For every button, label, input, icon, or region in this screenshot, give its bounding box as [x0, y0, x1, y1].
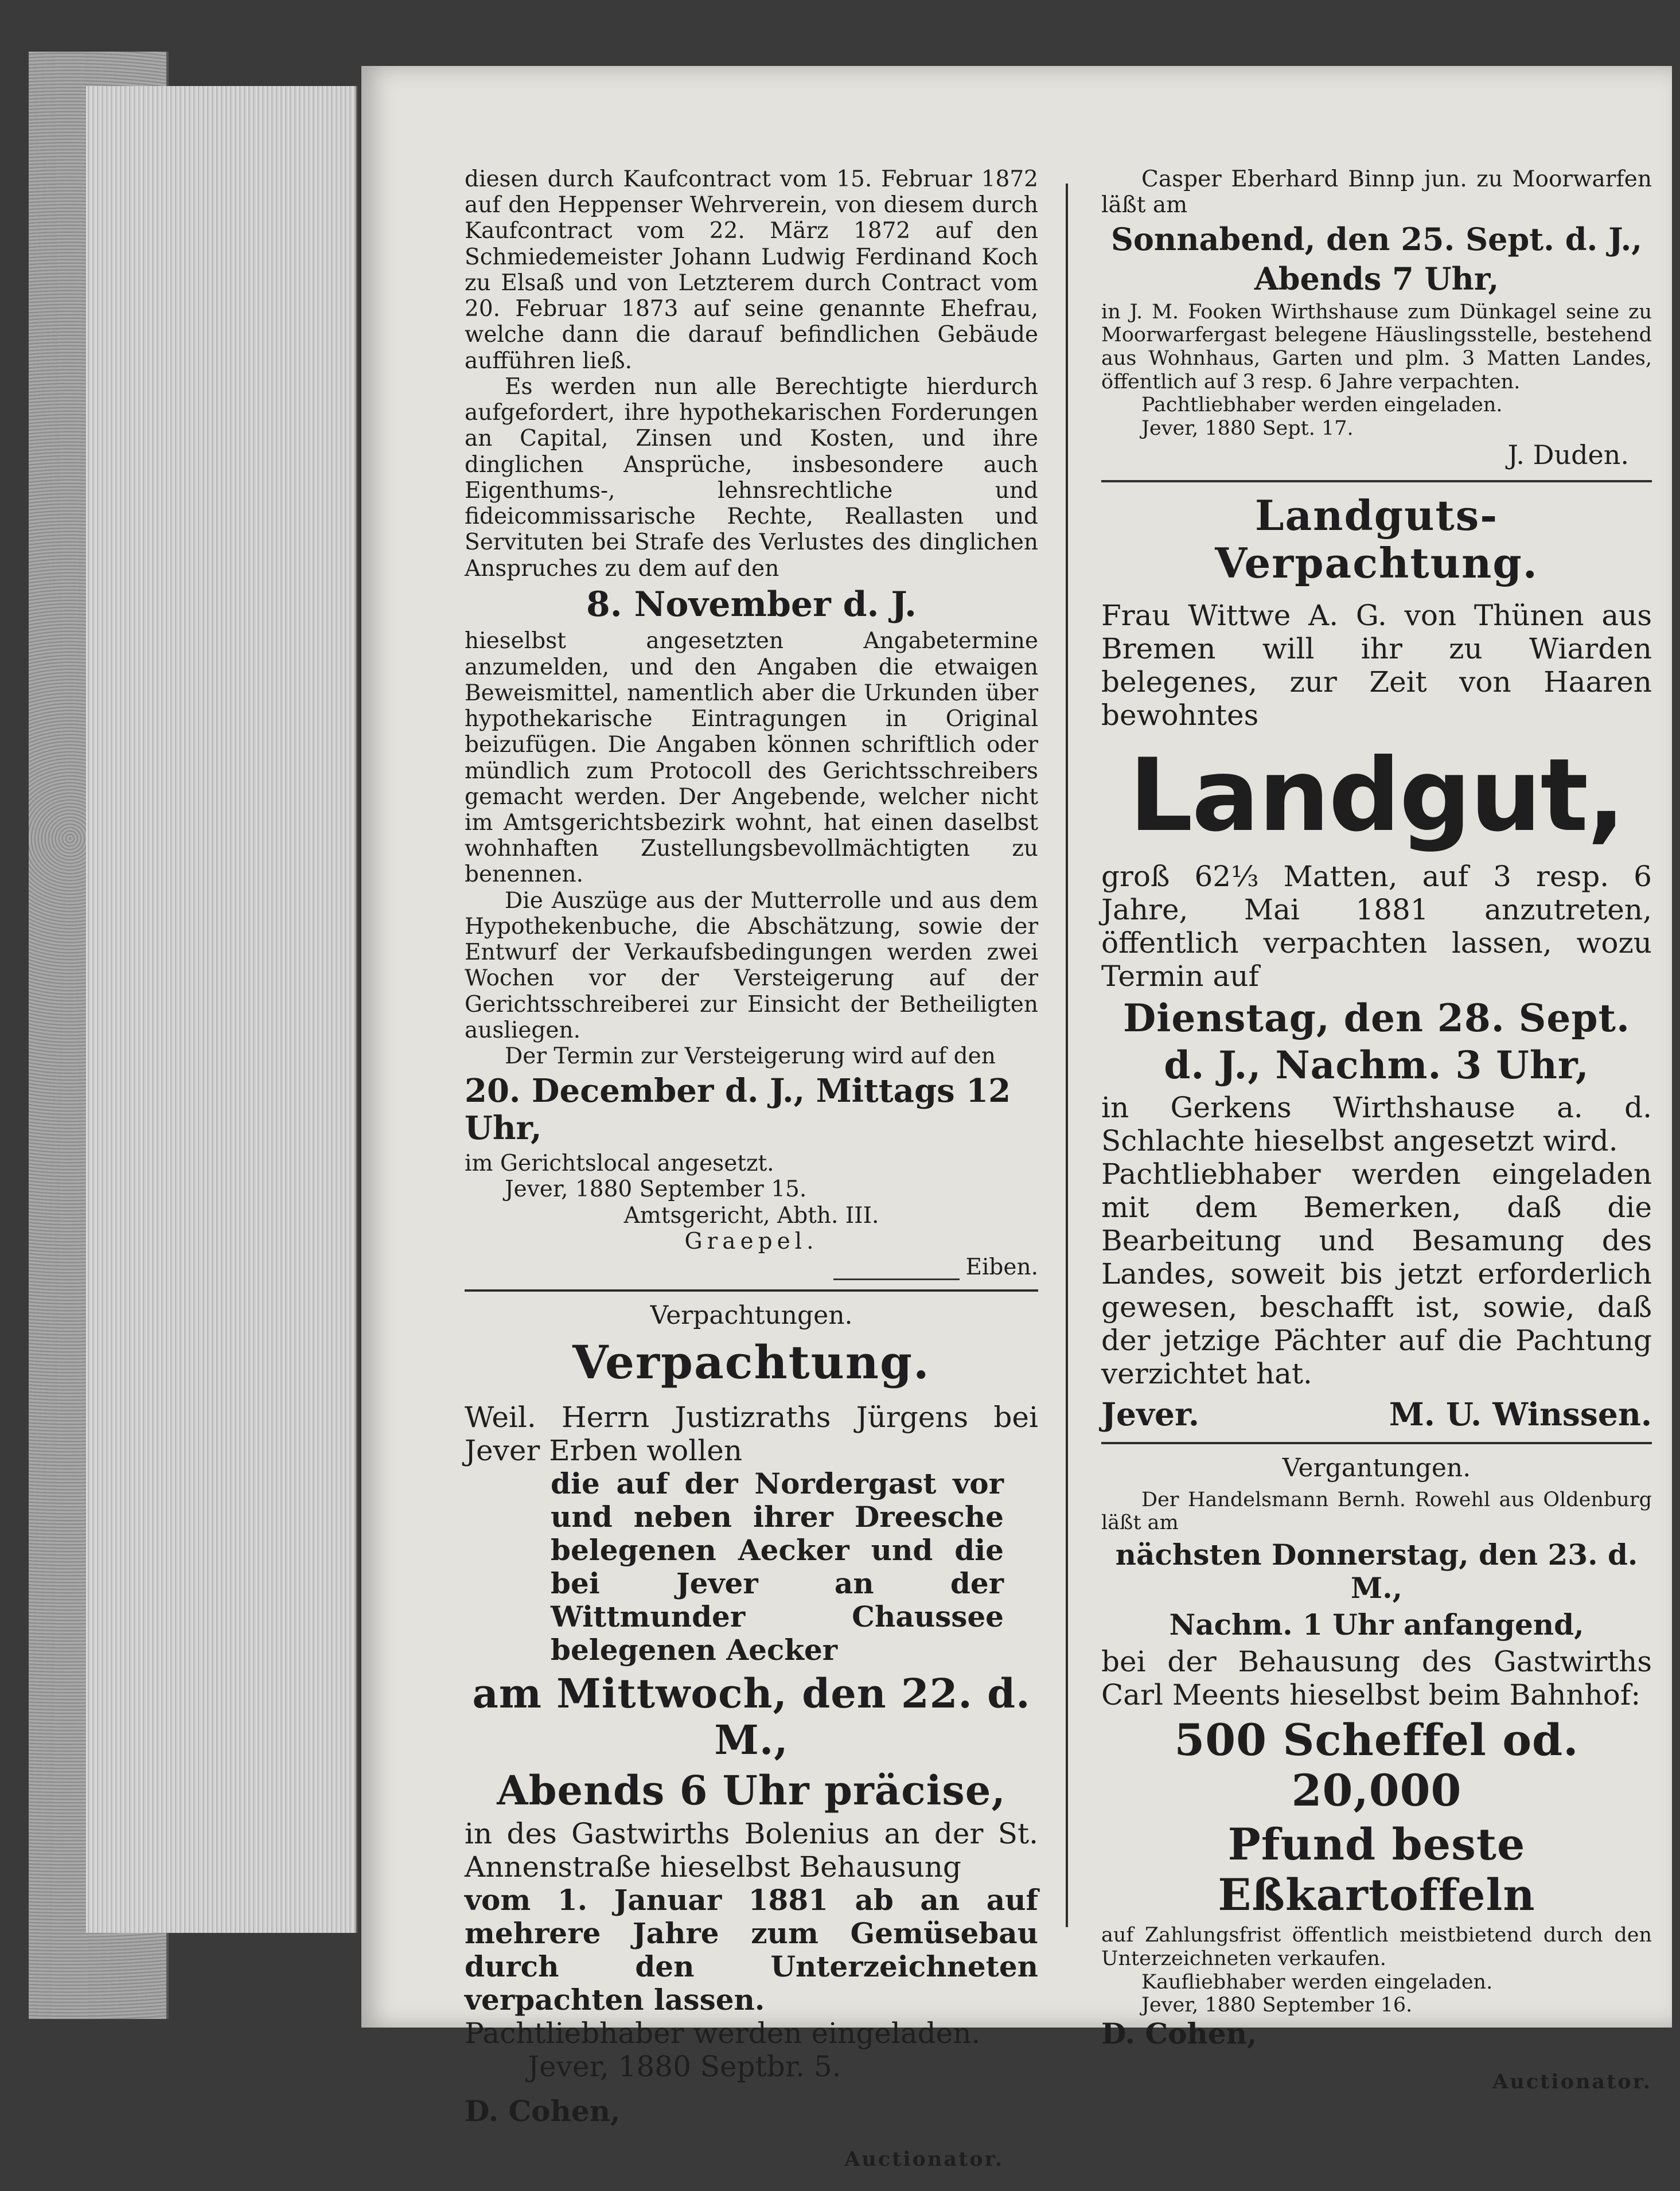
clerk-name: Eiben.: [965, 1254, 1038, 1281]
landgut-title: Landgut,: [1129, 737, 1624, 854]
landgut-invitation: Pachtliebhaber werden eingeladen mit dem Bemerken, daß die Bearbeitung und Besamung des Landes, soweit bis jetzt erforderlich gewesen, beschafft ist, sowie, daß der jetzige Pächter auf die Pachtung verzichtet hat.: [1101, 1157, 1652, 1390]
lease-invitation: Pachtliebhaber werden eingeladen.: [1141, 393, 1503, 417]
newspaper-page: [361, 66, 1672, 2171]
ad-location: in des Gastwirths Bolenius an der St. Annenstraße hieselbst Behausung: [465, 1816, 1038, 1884]
left-column: [465, 166, 1038, 2191]
sale-signature-title: Auctionator.: [1492, 2069, 1652, 2093]
section-rule: [1101, 480, 1652, 482]
clerk-signature: [465, 1254, 1038, 1280]
ad-date: am Mittwoch, den 22. d. M.,: [472, 1670, 1031, 1764]
sale-intro: Der Handelsmann Bernh. Rowehl aus Oldenburg läßt am: [1101, 1488, 1652, 1535]
lease-intro: Casper Eberhard Binnp jun. zu Moorwarfen läßt am: [1101, 166, 1652, 219]
section-rule: [465, 1289, 1038, 1292]
ad-owner-text: Weil. Herrn Justizraths Jürgens bei Jever Erben wollen: [465, 1401, 1038, 1468]
lease-dateline: Jever, 1880 Sept. 17.: [1141, 416, 1354, 440]
auction-intro: diesen durch Kaufcontract vom 15. Februar 1872 auf den Heppenser Wehrverein, von diesem durch Kaufcontract vom 22. März 1872 auf den Schmiedemeister Johann Ludwig Ferdinand Koch zu Elsaß und von Letzterem durch Contract vom 20. Februar 1873 auf seine genannte Ehefrau, welche dann die darauf befindlichen Gebäude aufführen ließ.: [465, 166, 1038, 374]
judge-name: Graepel.: [684, 1228, 818, 1254]
sale-signature: D. Cohen,: [1101, 2016, 1257, 2050]
court-name: Amtsgericht, Abth. III.: [623, 1202, 879, 1229]
sale-terms: auf Zahlungsfrist öffentlich meistbietend durch den Unterzeichneten verkaufen.: [1101, 1924, 1652, 1970]
auction-documents: Die Auszüge aus der Mutterrolle und aus dem Hypothekenbuche, die Abschätzung, sowie der Entwurf der Verkaufsbedingungen werden zwei Wochen vor der Versteigerung auf der Gerichtsschreiberei zur Einsicht der Betheiligten ausliegen.: [465, 887, 1038, 1043]
ad-dateline: Jever, 1880 Septbr. 5.: [528, 2049, 841, 2083]
landgut-date: Dienstag, den 28. Sept.: [1123, 995, 1630, 1040]
page-edges: [86, 86, 357, 1933]
lease-description: in J. M. Fooken Wirthshause zum Dünkagel seine zu Moorwarfergast belegene Häuslingsstelle, bestehend aus Wohnhaus, Garten und plm. 3 Matten Landes, öffentlich auf 3 resp. 6 Jahre verpachten.: [1101, 300, 1652, 393]
column-divider: [1066, 184, 1068, 1927]
sale-goods-quantity: 500 Scheffel od. 20,000: [1174, 1714, 1579, 1816]
signature-line: [833, 1278, 960, 1280]
sale-dateline: Jever, 1880 September 16.: [1141, 1994, 1413, 2017]
sale-date: nächsten Donnerstag, den 23. d. M.,: [1115, 1537, 1638, 1605]
section-rule: [1101, 1442, 1652, 1444]
auction-instructions: hieselbst angesetzten Angabetermine anzumelden, und den Angaben die etwaigen Beweismittel, namentlich aber die Urkunden über hypothekarische Eintragungen in Original beizufügen. Die Angaben können schriftlich oder mündlich zum Protocoll des Gerichtsschreibers gemacht werden. Der Angebende, welcher nicht im Amtsgerichtsbezirk wohnt, hat einen daselbst wohnhaften Zustellungsbevollmächtigten zu benennen.: [465, 628, 1038, 888]
section-title-vergantungen: Vergantungen.: [1282, 1453, 1471, 1483]
ad-signature: D. Cohen,: [465, 2093, 621, 2128]
right-column: [1101, 166, 1652, 2114]
ad-signature-title: Auctionator.: [844, 2147, 1004, 2171]
landgut-signature: [1101, 1396, 1652, 1433]
landgut-terms: groß 62⅓ Matten, auf 3 resp. 6 Jahre, Mai 1881 anzutreten, öffentlich verpachten lassen, wozu Termin auf: [1101, 859, 1652, 993]
auction-dateline: Jever, 1880 September 15.: [505, 1176, 807, 1203]
claims-date: 8. November d. J.: [586, 584, 917, 625]
lease-signature: J. Duden.: [1507, 439, 1629, 471]
lease-date: Sonnabend, den 25. Sept. d. J.,: [1110, 221, 1643, 258]
ad-lease-terms: vom 1. Januar 1881 ab an auf mehrere Jahre zum Gemüsebau durch den Unterzeichneten verpachten lassen.: [465, 1882, 1038, 2017]
auction-term: Der Termin zur Versteigerung wird auf den: [505, 1043, 996, 1070]
sale-goods-item: Pfund beste Eßkartoffeln: [1218, 1819, 1535, 1921]
landgut-signature-name: M. U. Winssen.: [1389, 1395, 1652, 1433]
ad-heading-verpachtung: Verpachtung.: [572, 1335, 930, 1390]
landgut-owner-text: Frau Wittwe A. G. von Thünen aus Bremen will ihr zu Wiarden belegenes, zur Zeit von Haaren bewohntes: [1101, 598, 1652, 732]
landgut-signature-place: Jever.: [1101, 1395, 1200, 1433]
lease-time: Abends 7 Uhr,: [1254, 260, 1499, 298]
ad-time: Abends 6 Uhr präcise,: [497, 1766, 1006, 1814]
auction-claims-text: Es werden nun alle Berechtigte hierdurch aufgefordert, ihre hypothekarischen Forderungen an Capital, Zinsen und Kosten, und ihre dinglichen Ansprüche, insbesondere auch Eigenthums-, lehnsrechtliche und fideicommissarische Rechte, Reallasten und Servituten bei Strafe des Verlustes des dinglichen Anspruches zu dem auf den: [465, 373, 1038, 582]
landgut-location: in Gerkens Wirthshause a. d. Schlachte hieselbst angesetzt wird.: [1101, 1090, 1652, 1157]
ad-heading-landguts: Landguts-Verpachtung.: [1215, 490, 1538, 588]
auction-date: 20. December d. J., Mittags 12 Uhr,: [465, 1072, 1011, 1148]
auction-place: im Gerichtslocal angesetzt.: [465, 1151, 774, 1177]
section-title-verpachtungen: Verpachtungen.: [650, 1301, 853, 1331]
sale-location: bei der Behausung des Gastwirths Carl Meents hieselbst beim Bahnhof:: [1101, 1644, 1652, 1712]
sale-time: Nachm. 1 Uhr anfangend,: [1169, 1607, 1584, 1642]
sale-invitation: Kaufliebhaber werden eingeladen.: [1141, 1970, 1493, 1994]
ad-land-description: die auf der Nordergast vor und neben ihrer Dreesche belegenen Aecker und die bei Jever an der Wittmunder Chaussee belegenen Aecker: [551, 1467, 1004, 1667]
ad-invitation: Pachtliebhaber werden eingeladen.: [465, 2016, 981, 2050]
landgut-time: d. J., Nachm. 3 Uhr,: [1164, 1043, 1589, 1088]
